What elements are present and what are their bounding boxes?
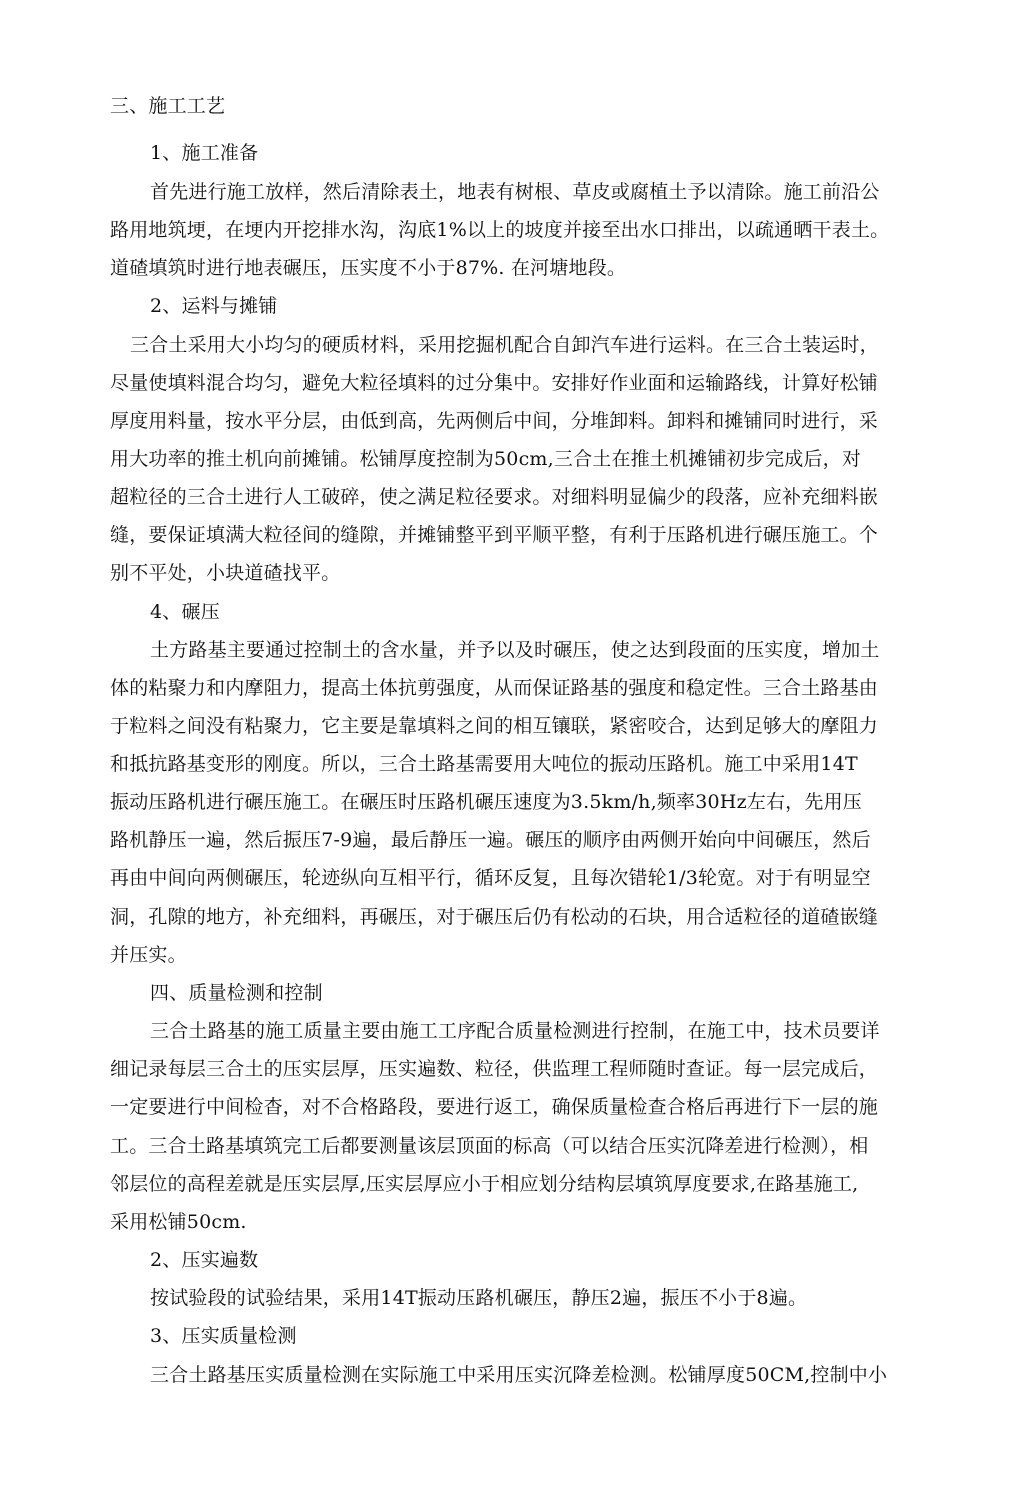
paragraph-line: 一定要进行中间检杳，对不合格路段，要进行返工，确保质量检查合格后再进行下一层的施 — [110, 1096, 879, 1118]
paragraph-line: 三合土路基的施工质量主要由施工工序配合质量检测进行控制，在施工中，技术员要详 — [150, 1020, 880, 1042]
paragraph-line: 振动压路机进行碾压施工。在碾压时压路机碾压速度为3.5km/h,频率30Hz左右，先用压 — [110, 791, 862, 813]
paragraph-line: 和抵抗路基变形的刚度。所以，三合土路基需要用大吨位的振动压路机。施工中采用14T — [110, 753, 858, 775]
paragraph-line: 超粒径的三合土进行人工破碎，使之满足粒径要求。对细料明显偏少的段落，应补充细料嵌 — [110, 486, 879, 508]
paragraph-line: 采用松铺50cm. — [110, 1211, 247, 1233]
paragraph-line: 洞，孔隙的地方，补充细料，再碾压，对于碾压后仍有松动的石块，用合适粒径的道碴嵌缝 — [110, 906, 879, 928]
subheading-compaction-passes: 2、压实遍数 — [150, 1249, 259, 1271]
paragraph-line: 用大功率的推土机向前摊铺。松铺厚度控制为50cm,三合土在推土机摊铺初步完成后，对 — [110, 448, 862, 470]
paragraph-line: 再由中间向两侧碾压，轮迹纵向互相平行，循环反复，且每次错轮1/3轮宽。对于有明显空 — [110, 867, 871, 889]
paragraph-line: 路机静压一遍，然后振压7-9遍，最后静压一遍。碾压的顺序由两侧开始向中间碾压，然后 — [110, 829, 871, 851]
paragraph-line: 体的粘聚力和内摩阻力，提高土体抗剪强度，从而保证路基的强度和稳定性。三合土路基由 — [110, 677, 879, 699]
paragraph-line: 三合土采用大小均匀的硬质材料，采用挖掘机配合自卸汽车进行运料。在三合土装运时， — [130, 334, 879, 356]
subheading-compaction-inspection: 3、压实质量检测 — [150, 1325, 297, 1347]
paragraph-line: 按试验段的试验结果，采用14T振动压路机碾压，静压2遍，振压不小于8遍。 — [150, 1287, 808, 1309]
subheading-transport-spreading: 2、运料与摊铺 — [150, 295, 278, 317]
paragraph-line: 土方路基主要通过控制土的含水量，并予以及时碾压，使之达到段面的压实度，增加土 — [150, 639, 880, 661]
paragraph-line: 尽量使填料混合均匀，避免大粒径填料的过分集中。安排好作业面和运输路线，计算好松铺 — [110, 372, 879, 394]
paragraph-line: 三合土路基压实质量检测在实际施工中采用压实沉降差检测。松铺厚度50CM,控制中小 — [150, 1364, 888, 1386]
paragraph-line: 首先进行施工放样，然后清除表土，地表有树根、草皮或腐植土予以清除。施工前沿公 — [150, 181, 880, 203]
subheading-compaction: 4、碾压 — [150, 601, 220, 623]
paragraph-line: 邻层位的高程差就是压实层厚,压实层厚应小于相应划分结构层填筑厚度要求,在路基施工, — [110, 1173, 859, 1195]
paragraph-line: 路用地筑埂，在埂内开挖排水沟，沟底1%以上的坡度并接至出水口排出，以疏通晒干表土。 — [110, 219, 890, 241]
paragraph-line: 细记录每层三合土的压实层厚，压实遍数、粒径，供监理工程师随时查证。每一层完成后， — [110, 1058, 879, 1080]
paragraph-line: 并压实。 — [110, 944, 187, 966]
paragraph-line: 于粒料之间没有粘聚力，它主要是靠填料之间的相互镶联，紧密咬合，达到足够大的摩阻力 — [110, 715, 879, 737]
paragraph-line: 工。三合土路基填筑完工后都要测量该层顶面的标高（可以结合压实沉降差进行检测），相 — [110, 1135, 869, 1157]
paragraph-line: 道碴填筑时进行地表碾压，压实度不小于87%. 在河塘地段。 — [110, 257, 627, 279]
subheading-preparation: 1、施工准备 — [150, 142, 259, 164]
paragraph-line: 缝，要保证填满大粒径间的缝隙，并摊铺整平到平顺平整，有利于压路机进行碾压施工。个 — [110, 524, 879, 546]
section-heading-quality-control: 四、质量检测和控制 — [150, 982, 323, 1004]
paragraph-line: 厚度用料量，按水平分层，由低到高，先两侧后中间，分堆卸料。卸料和摊铺同时进行，采 — [110, 410, 879, 432]
section-heading-construction-process: 三、施工工艺 — [110, 95, 226, 117]
paragraph-line: 别不平处，小块道碴找平。 — [110, 562, 341, 584]
